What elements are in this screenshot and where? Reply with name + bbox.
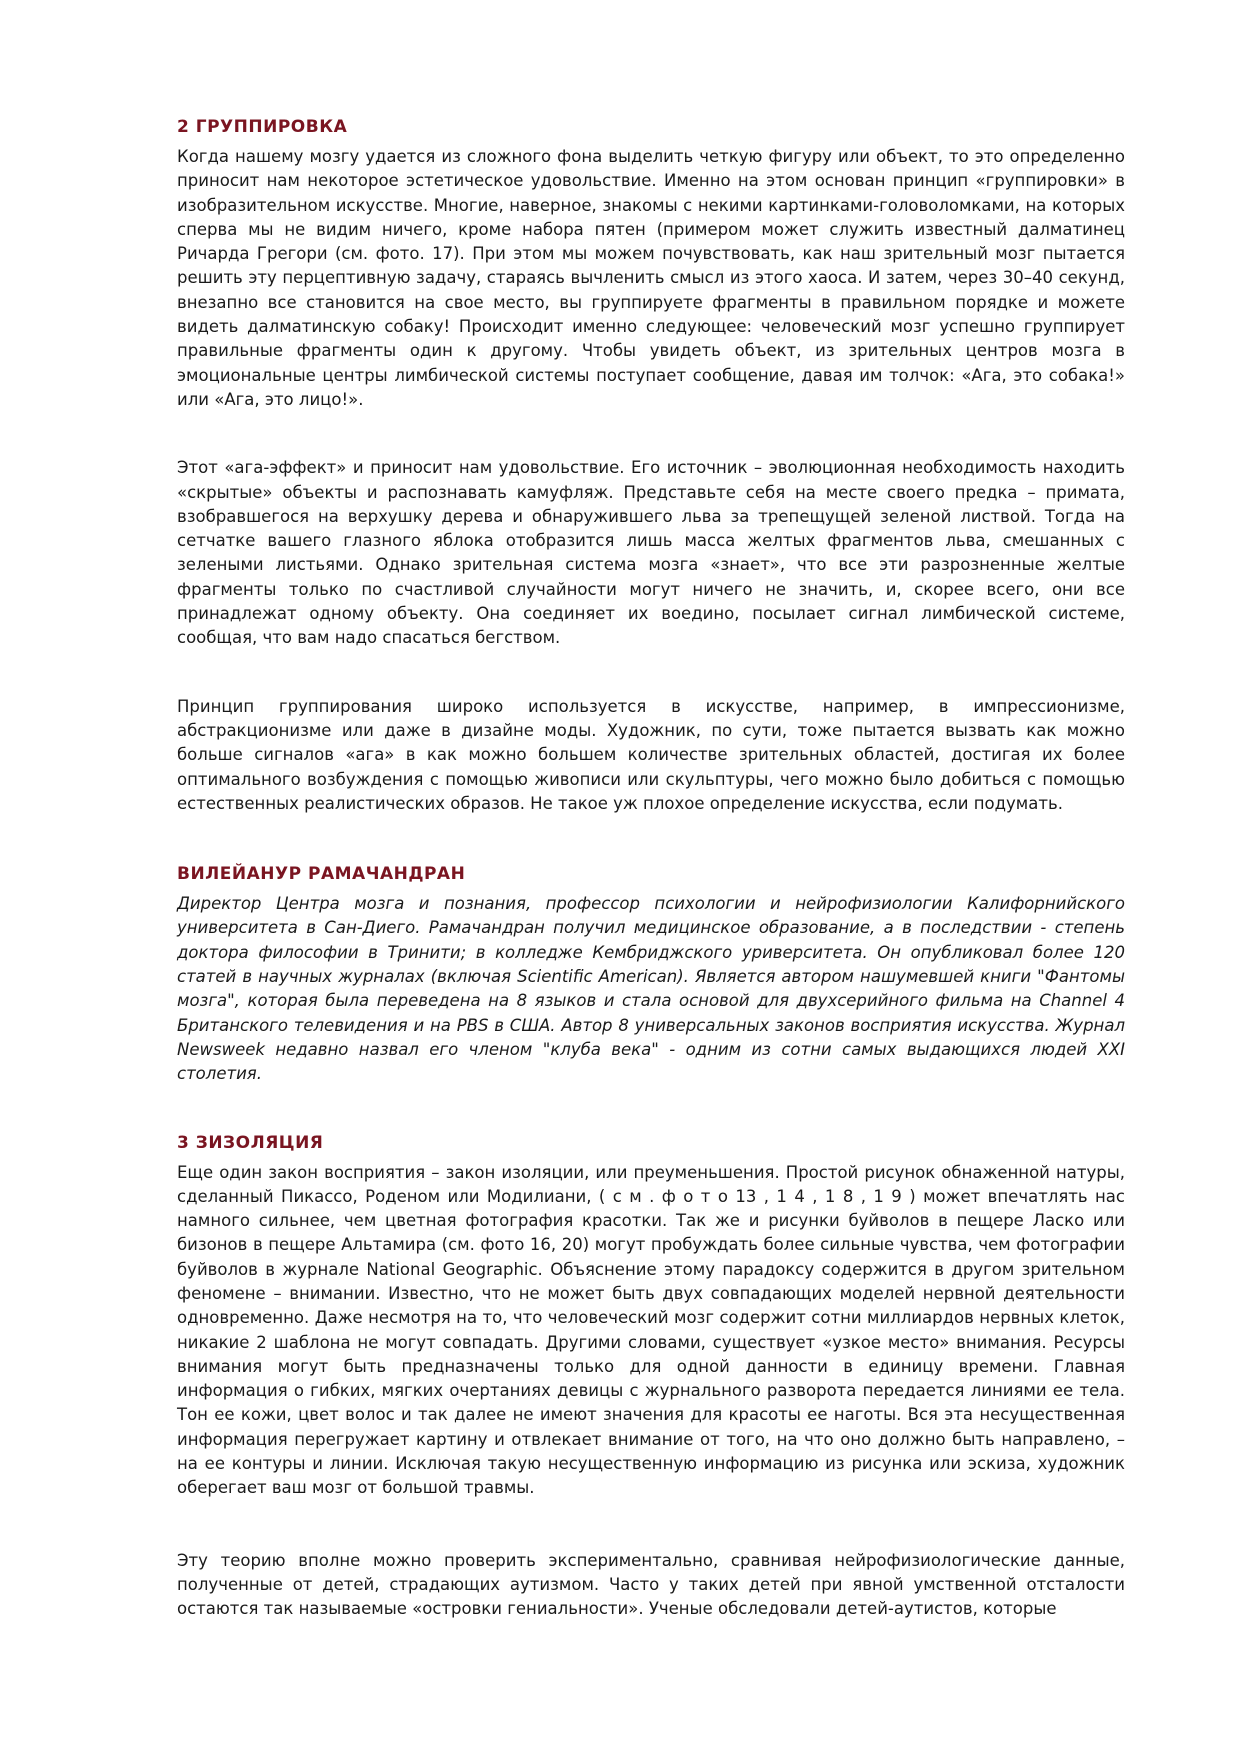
section-grouping <box>177 115 1125 816</box>
paragraph: Принцип группирования широко используется в искусстве, например, в импрессионизме, абстракционизме или даже в дизайне моды. Художник, по сути, тоже пытается вызвать как можно больше сигналов «ага» в как можно большем количестве зрительных областей, достигая их более оптимального возбуждения с помощью живописи или скульптуры, чего можно было добиться с помощью естественных реалистических образов. Не такое уж плохое определение искусства, если подумать. <box>177 696 1125 813</box>
paragraph: Еще один закон восприятия – закон изоляции, или преуменьшения. Простой рисунок обнаженной натуры, сделанный Пикассо, Роденом или Модилиани, ( с м . ф о т о 13 , 1 4 , 1 8 , 1 9 ) может впечатлять нас намного сильнее, чем цветная фотография красотки. Так же и рисунки буйволов в пещере Ласко или бизонов в пещере Альтамира (см. фото 16, 20) могут пробуждать более сильные чувства, чем фотографии буйволов в журнале National Geographic. Объяснение этому парадоксу содержится в другом зрительном феномене – внимании. Известно, что не может быть двух совпадающих моделей нервной деятельности одновременно. Даже несмотря на то, что человеческий мозг содержит сотни миллиардов нервных клеток, никакие 2 шаблона не могут совпадать. Другими словами, существует «узкое место» внимания. Ресурсы внимания могут быть предназначены только для одной данности в единицу времени. Главная информация о гибких, мягких очертаниях девицы с журнального разворота передается линиями ее тела. Тон ее кожи, цвет волос и так далее не имеют значения для красоты ее наготы. Вся эта несущественная информация перегружает картину и отвлекает внимание от того, на что оно должно быть направлено, – на ее контуры и линии. Исключая такую несущественную информацию из рисунка или эскиза, художник оберегает ваш мозг от большой травмы. <box>177 1162 1125 1498</box>
author-bio: Директор Центра мозга и познания, профессор психологии и нейрофизиологии Калифорнийского университета в Сан-Диего. Рамачандран получил медицинское образование, а в последствии - степень доктора философии в Тринити; в колледже Кембриджского уриверситета. Он опубликовал более 120 статей в научных журналах (включая Scientific American). Является автором нашумевшей книги "Фантомы мозга", которая была переведена на 8 языков и стала основой для двухсерийного фильма на Channel 4 Британского телевидения и на PBS в США. Автор 8 универсальных законов восприятия искусства. Журнал Newsweek недавно назвал его членом "клуба века" - одним из сотни самых выдающихся людей XXI столетия. <box>177 894 1125 1084</box>
document-page <box>177 115 1125 1622</box>
paragraph: Эту теорию вполне можно проверить экспериментально, сравнивая нейрофизиологические данные, полученные от детей, страдающих аутизмом. Часто у таких детей при явной умственной отсталости остаются так называемые «островки гениальности». Ученые обследовали детей-аутистов, которые <box>177 1550 1125 1619</box>
author-name-heading: ВИЛЕЙАНУР РАМАЧАНДРАН <box>177 864 466 885</box>
section-heading: 2 ГРУППИРОВКА <box>177 117 348 137</box>
paragraph: Когда нашему мозгу удается из сложного фона выделить четкую фигуру или объект, то это определенно приносит нам некоторое эстетическое удовольствие. Именно на этом основан принцип «группировки» в изобразительном искусстве. Многие, наверное, знакомы с некими картинками-головоломками, на которых сперва мы не видим ничего, кроме набора пятен (примером может служить известный далматинец Ричарда Грегори (см. фото. 17). При этом мы можем почувствовать, как наш зрительный мозг пытается решить эту перцептивную задачу, стараясь вычленить смысл из этого хаоса. И затем, через 30–40 секунд, внезапно все становится на свое место, вы группируете фрагменты в правильном порядке и можете видеть далматинскую собаку! Происходит именно следующее: человеческий мозг успешно группирует правильные фрагменты один к другому. Чтобы увидеть объект, из зрительных центров мозга в эмоциональные центры лимбической системы поступает сообщение, давая им толчок: «Ага, это собака!» или «Ага, это лицо!». <box>177 147 1125 409</box>
paragraph: Этот «ага-эффект» и приносит нам удовольствие. Его источник – эволюционная необходимость находить «скрытые» объекты и распознавать камуфляж. Представьте себя на месте своего предка – примата, взобравшегося на верхушку дерева и обнаружившего льва за трепещущей зеленой листвой. Тогда на сетчатке вашего глазного яблока отобразится лишь масса желтых фрагментов льва, смешанных с зелеными листьями. Однако зрительная система мозга «знает», что все эти разрозненные желтые фрагменты только по счастливой случайности могут ничего не значить, и, скорее всего, они все принадлежат одному объекту. Она соединяет их воедино, посылает сигнал лимбической системе, сообщая, что вам надо спасаться бегством. <box>177 458 1125 648</box>
section-heading: 3 ЗИЗОЛЯЦИЯ <box>177 1132 324 1153</box>
section-author-bio <box>177 862 1125 1086</box>
section-isolation <box>177 1131 1125 1622</box>
